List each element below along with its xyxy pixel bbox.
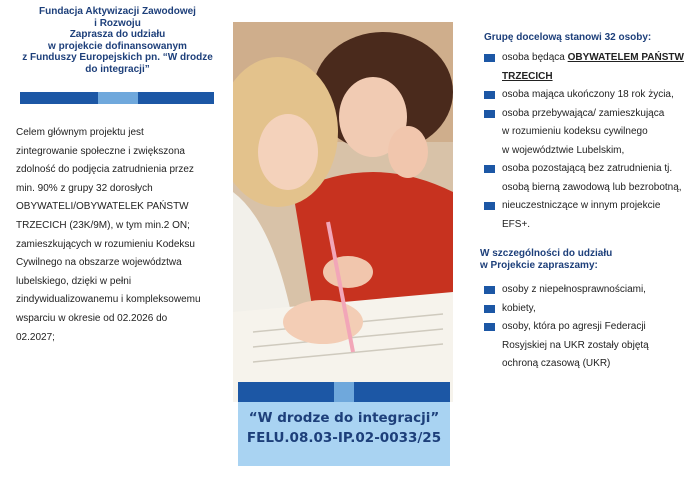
item-continuation: EFS+. [502,218,531,230]
special-invite-list [480,281,698,374]
square-bullet-icon [484,202,495,210]
intro-line: Celem głównym projektu jest [16,127,144,138]
intro-line: lubelskiego, dzięki w pełni [16,275,132,287]
header-line: Fundacja Aktywizacji Zawodowej [39,6,196,17]
bar-segment [238,382,334,402]
foundation-header [20,6,215,75]
header-divider-bar [20,92,214,104]
item-text: osoby z niepełnosprawnościami, [502,284,646,295]
intro-line: 02.2027; [16,331,55,343]
list-item [480,160,698,197]
item-continuation: osobą bierną zawodową lub bezrobotną, [502,181,682,193]
item-text: osoba pozostającą bez zatrudnienia tj. [502,163,673,174]
intro-line: zamieszkujących w rozumieniu Kodeksu [16,238,195,250]
list-item [480,49,698,86]
target-group-list [480,49,698,234]
bar-segment [334,382,354,402]
item-text: osoba przebywająca/ zamieszkująca [502,107,665,119]
intro-line: OBYWATELI/OBYWATELEK PAŃSTW [16,201,189,213]
list-item [480,86,698,105]
item-text: kobiety, [502,302,536,314]
header-line: i Rozwoju [94,17,141,29]
square-bullet-icon [484,286,495,294]
list-item [480,105,698,161]
list-item [480,300,698,319]
bar-segment [20,92,98,104]
bar-segment [354,382,450,402]
square-bullet-icon [484,305,495,313]
item-text: nieuczestniczące w innym projekcie [502,200,661,211]
intro-line: wsparciu w okresie od 02.2026 do [16,312,168,324]
women-studying-photo [233,22,453,402]
square-bullet-icon [484,110,495,118]
square-bullet-icon [484,323,495,331]
header-line: do integracji” [85,63,150,75]
intro-line: Cywilnego na obszarze województwa [16,257,182,269]
square-bullet-icon [484,54,495,62]
square-bullet-icon [484,165,495,173]
center-divider-bar [238,382,450,402]
list-item [480,318,698,374]
project-code: FELU.08.03-IP.02-0033/25 [246,430,442,446]
item-continuation: TRZECICH [502,70,553,82]
photo-illustration [233,22,453,402]
item-continuation: Rosyjskiej na UKR zostały objętą [502,339,649,351]
project-title-box [238,402,450,466]
square-bullet-icon [484,91,495,99]
item-continuation: w województwie Lubelskim, [502,144,625,156]
intro-line: TRZECICH (23K/9M), w tym min.2 ON; [16,219,190,231]
item-continuation: w rozumieniu kodeksu cywilnego [502,126,648,137]
special-invite-heading [480,248,698,271]
target-group-heading: Grupę docelową stanowi 32 osoby: [484,32,652,43]
item-highlight: OBYWATELEM PAŃSTW [567,52,684,63]
project-title: “W drodze do integracji” [248,410,440,426]
item-text: osoba mająca ukończony 18 rok życia, [502,89,674,100]
heading-line: w Projekcie zapraszamy: [480,259,598,271]
item-text: osoby, która po agresji Federacji [502,321,646,332]
header-line: z Funduszy Europejskich pn. “W drodze [22,52,213,63]
project-goal-text [16,124,220,347]
header-line: w projekcie dofinansowanym [48,40,187,52]
intro-line: zindywidualizowanemu i kompleksowemu [16,294,201,306]
item-continuation: ochroną czasową (UKR) [502,358,611,369]
intro-line: zdolność do podjęcia zatrudnienia przez [16,164,194,176]
intro-line: min. 90% z grupy 32 dorosłych [16,182,153,194]
target-group-section [480,32,698,374]
list-item [480,197,698,234]
intro-line: zintegrowanie społeczne i zwiększona [16,145,185,157]
bar-segment [138,92,214,104]
list-item [480,281,698,300]
header-line: Zaprasza do udziału [69,29,166,40]
bar-segment [98,92,138,104]
heading-line: W szczególności do udziału [480,248,613,259]
item-text: osoba będąca [502,52,568,63]
